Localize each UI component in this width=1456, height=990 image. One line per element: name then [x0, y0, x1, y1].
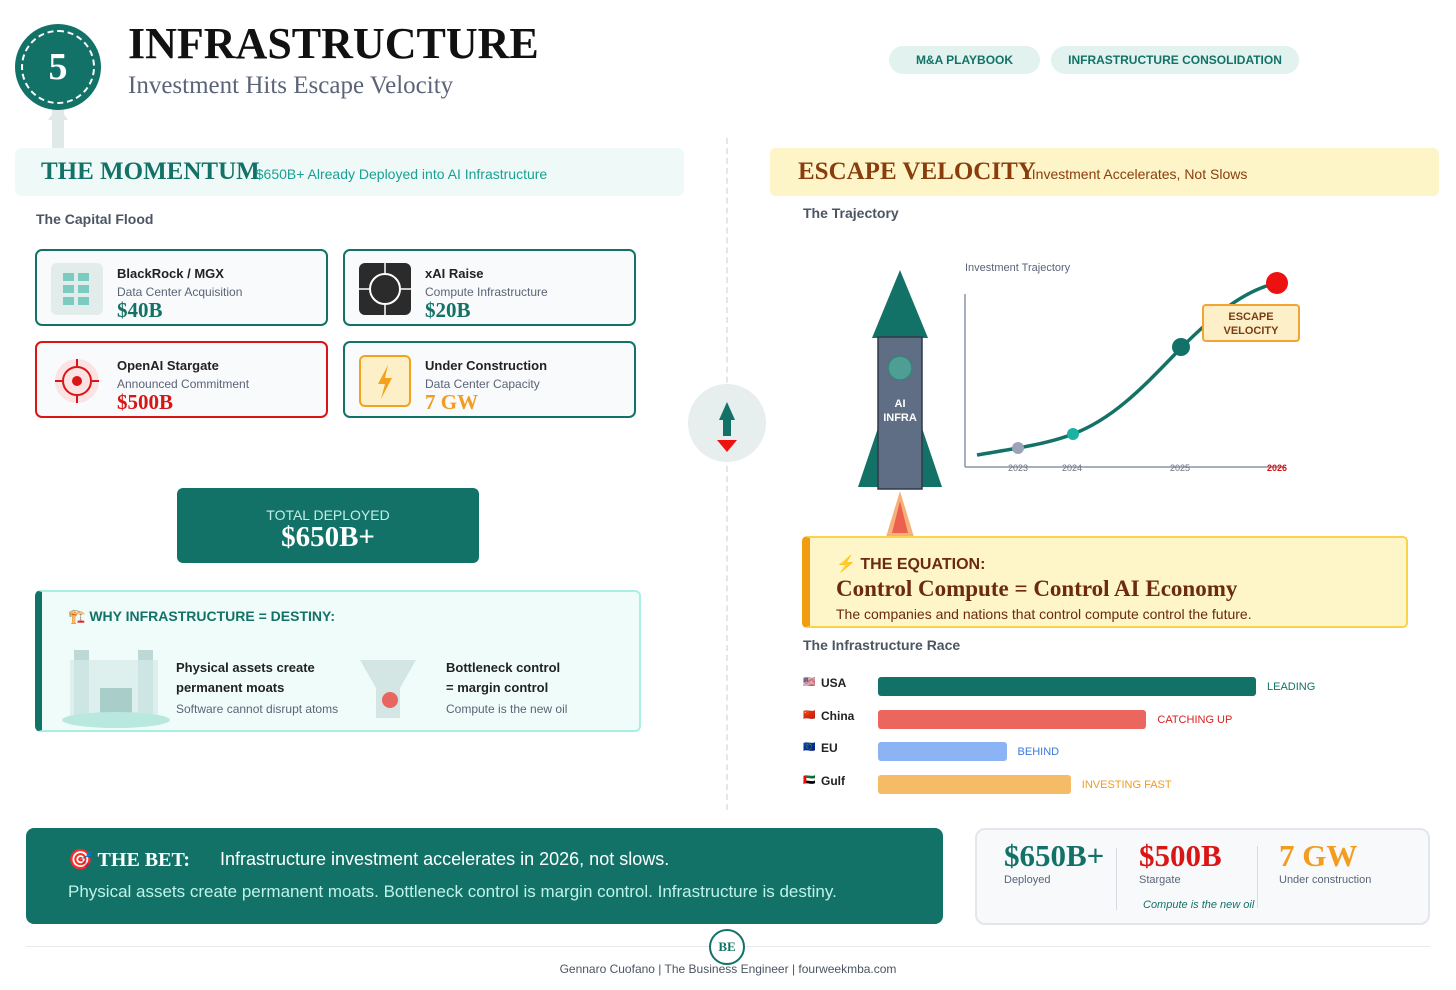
race-status: LEADING [1267, 681, 1316, 693]
page-title: INFRASTRUCTURE [128, 19, 539, 68]
up-down-arrow-icon [688, 384, 766, 462]
race-status: BEHIND [1017, 746, 1060, 758]
escape-header [770, 148, 1439, 196]
why-infrastructure-box [35, 590, 641, 732]
race-bar [878, 710, 1146, 729]
footer-logo: BE [709, 929, 745, 965]
building-icon [51, 263, 103, 315]
stat-under-construction: 7 GW Under construction [1279, 838, 1372, 886]
point-2026 [1266, 272, 1288, 294]
fortress-icon [60, 648, 172, 732]
why-item-1-title: Physical assets create permanent moats [176, 660, 315, 695]
point-2025 [1172, 338, 1190, 356]
card-title: xAI Raise [425, 266, 484, 281]
card-title: BlackRock / MGX [117, 266, 224, 281]
card-xai [343, 249, 636, 326]
stat-stargate: $500B Stargate [1139, 838, 1222, 886]
race-status: CATCHING UP [1157, 713, 1233, 726]
escape-tagline: Investment Accelerates, Not Slows [1031, 166, 1248, 182]
point-2024 [1067, 428, 1079, 440]
why-item-1-desc: Software cannot disrupt atoms [176, 702, 339, 716]
chart-title: Investment Trajectory [965, 262, 1071, 274]
card-subtitle: Data Center Capacity [425, 377, 540, 391]
trajectory-chart [955, 270, 1315, 480]
race-label: The Infrastructure Race [803, 637, 961, 653]
momentum-tagline: $650B+ Already Deployed into AI Infrastructure [255, 166, 548, 182]
race-bar [878, 742, 1007, 761]
center-divider [726, 138, 728, 810]
card-title: OpenAI Stargate [117, 358, 219, 373]
race-bar [878, 775, 1071, 794]
stats-note: Compute is the new oil [1143, 899, 1255, 911]
equation-formula: Control Compute = Control AI Economy [836, 576, 1238, 601]
tag-infrastructure-consolidation[interactable]: INFRASTRUCTURE CONSOLIDATION [1051, 46, 1299, 74]
x-tick-2023: 2023 [1008, 463, 1029, 473]
total-deployed-box [177, 488, 479, 563]
chip-icon [359, 263, 411, 315]
card-under-construction [343, 341, 636, 418]
card-title: Under Construction [425, 358, 548, 373]
equation-desc: The companies and nations that control compute control the future. [836, 606, 1252, 622]
equation-heading: ⚡ THE EQUATION: [836, 556, 986, 573]
equation-box [802, 536, 1408, 628]
funnel-icon [358, 648, 418, 720]
x-tick-2026: 2026 [1267, 463, 1288, 473]
card-subtitle: Compute Infrastructure [425, 285, 548, 299]
race-country-gulf: Gulf [821, 773, 845, 788]
bet-headline: Infrastructure investment accelerates in 2026, not slows. [220, 849, 670, 869]
page-subtitle: Investment Hits Escape Velocity [128, 72, 454, 99]
capital-flood-label: The Capital Flood [36, 211, 154, 227]
momentum-title: THE MOMENTUM [41, 158, 260, 185]
card-subtitle: Data Center Acquisition [117, 285, 243, 299]
bet-desc: Physical assets create permanent moats. Bottleneck control is margin control. Infrastructure is destiny. [68, 882, 837, 901]
section-number: 5 [48, 46, 68, 88]
race-bar [878, 677, 1256, 696]
card-subtitle: Announced Commitment [117, 377, 250, 391]
why-item-2-title: Bottleneck control = margin control [446, 660, 561, 695]
bet-banner [26, 828, 943, 924]
stat-divider [1257, 846, 1258, 908]
why-title: 🏗️ WHY INFRASTRUCTURE = DESTINY: [68, 608, 335, 624]
escape-velocity-callout: ESCAPE VELOCITY [1202, 304, 1300, 342]
momentum-header [15, 148, 684, 196]
card-value: 7 GW [425, 390, 479, 414]
race-country-usa: USA [821, 676, 847, 690]
why-item-2-desc: Compute is the new oil [446, 702, 568, 716]
escape-title: ESCAPE VELOCITY [798, 158, 1036, 185]
footer-credit: Gennaro Cuofano | The Business Engineer | fourweekmba.com [559, 962, 897, 976]
stat-divider [1116, 848, 1117, 910]
card-blackrock [35, 249, 328, 326]
flag-icon: 🇨🇳 [803, 709, 816, 721]
stats-box [975, 828, 1430, 925]
race-country-eu: EU [821, 741, 838, 755]
x-tick-2025: 2025 [1170, 463, 1191, 473]
point-2023 [1012, 442, 1024, 454]
flag-icon: 🇪🇺 [803, 742, 816, 753]
card-stargate [35, 341, 328, 418]
race-country-china: China [821, 708, 855, 723]
race-status: INVESTING FAST [1081, 778, 1172, 791]
target-icon [51, 355, 103, 407]
total-value: $650B+ [281, 521, 375, 553]
card-value: $20B [425, 298, 471, 322]
lightning-icon [359, 355, 411, 407]
flag-icon: 🇺🇸 [803, 677, 816, 688]
total-label: TOTAL DEPLOYED [266, 507, 390, 523]
card-value: $40B [117, 298, 163, 322]
center-rocket-badge [688, 384, 766, 462]
flag-icon: 🇦🇪 [803, 774, 816, 786]
section-number-badge [15, 24, 101, 110]
rocket-label: AI INFRA [883, 398, 917, 424]
tag-ma-playbook[interactable]: M&A PLAYBOOK [889, 46, 1040, 74]
x-tick-2024: 2024 [1062, 463, 1083, 473]
card-value: $500B [117, 390, 174, 414]
stat-deployed: $650B+ Deployed [1004, 838, 1105, 886]
bet-label: 🎯 THE BET: [68, 849, 190, 871]
trajectory-label: The Trajectory [803, 205, 899, 221]
